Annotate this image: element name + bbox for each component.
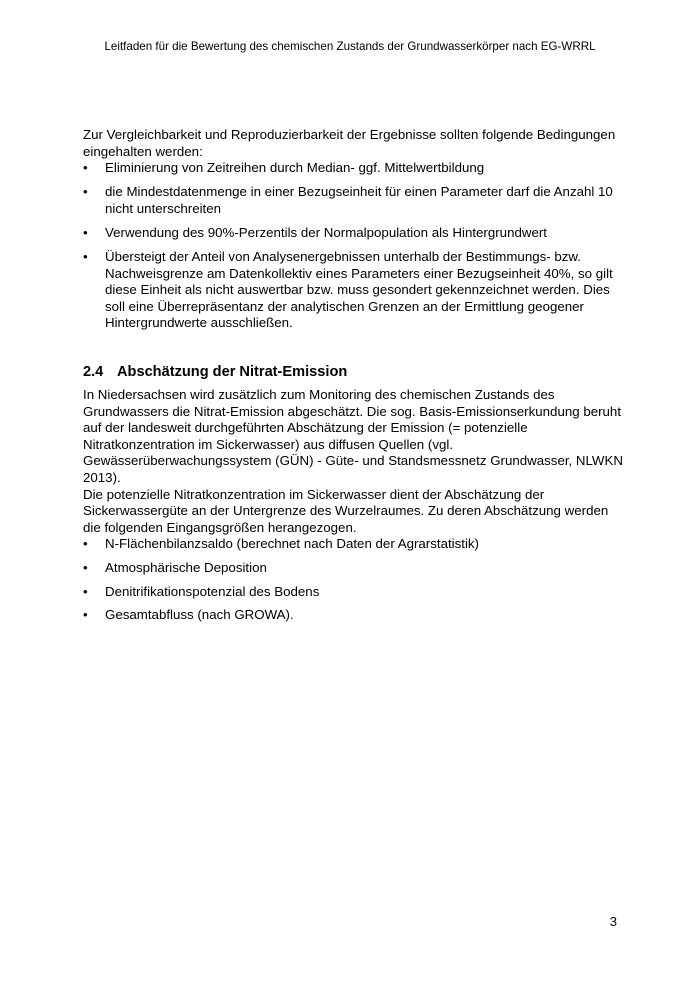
list-item: • Übersteigt der Anteil von Analysenergebnissen unterhalb der Bestimmungs- bzw. Nachweisgrenze am Datenkollektiv eines Parameters einer Bezugseinheit 40%, so gilt diese Einheit als nicht auswertbar bzw. muss gesondert gekennzeichnet werden. Dies soll eine Überrepräsentanz der analytischen Grenzen an der Ermittlung geogener Hintergrundwerte ausschließen.	[83, 249, 623, 332]
list-item: • Atmosphärische Deposition	[83, 560, 623, 577]
list-item: • Verwendung des 90%-Perzentils der Normalpopulation als Hintergrundwert	[83, 225, 623, 242]
page-number: 3	[609, 914, 617, 929]
section-paragraph-1: In Niedersachsen wird zusätzlich zum Monitoring des chemischen Zustands des Grundwassers die Nitrat-Emission abgeschätzt. Die sog. Basis-Emissionserkundung beruht auf der landesweit durchgeführten Abschätzung der Emission (= potenzielle Nitratkonzentration im Sickerwasser) aus diffusen Quellen (vgl. Gewässerüberwachungssystem (GÜN) - Güte- und Standsmessnetz Grundwasser, NLWKN 2013).	[83, 387, 623, 485]
section-number: 2.4	[83, 364, 104, 381]
list-item: • die Mindestdatenmenge in einer Bezugseinheit für einen Parameter darf die Anzahl 10 nicht unterschreiten	[83, 184, 623, 217]
section-title: Abschätzung der Nitrat-Emission	[117, 364, 348, 381]
inputs-list	[83, 536, 623, 623]
section-heading	[83, 363, 623, 381]
list-item: • Eliminierung von Zeitreihen durch Median- ggf. Mittelwertbildung	[83, 160, 623, 177]
intro-paragraph: Zur Vergleichbarkeit und Reproduzierbarkeit der Ergebnisse sollten folgende Bedingungen eingehalten werden:	[83, 127, 616, 159]
section-paragraph-2: Die potenzielle Nitratkonzentration im Sickerwasser dient der Abschätzung der Sickerwassergüte an der Untergrenze des Wurzelraumes. Zu deren Abschätzung werden die folgenden Eingangsgrößen herangezogen.	[83, 486, 609, 535]
running-header: Leitfaden für die Bewertung des chemischen Zustands der Grundwasserkörper nach EG-WRRL	[104, 40, 596, 53]
conditions-list	[83, 160, 623, 332]
list-item: • Gesamtabfluss (nach GROWA).	[83, 607, 623, 624]
list-item: • Denitrifikationspotenzial des Bodens	[83, 584, 623, 601]
page-body	[83, 127, 623, 631]
list-item: • N-Flächenbilanzsaldo (berechnet nach Daten der Agrarstatistik)	[83, 536, 623, 553]
